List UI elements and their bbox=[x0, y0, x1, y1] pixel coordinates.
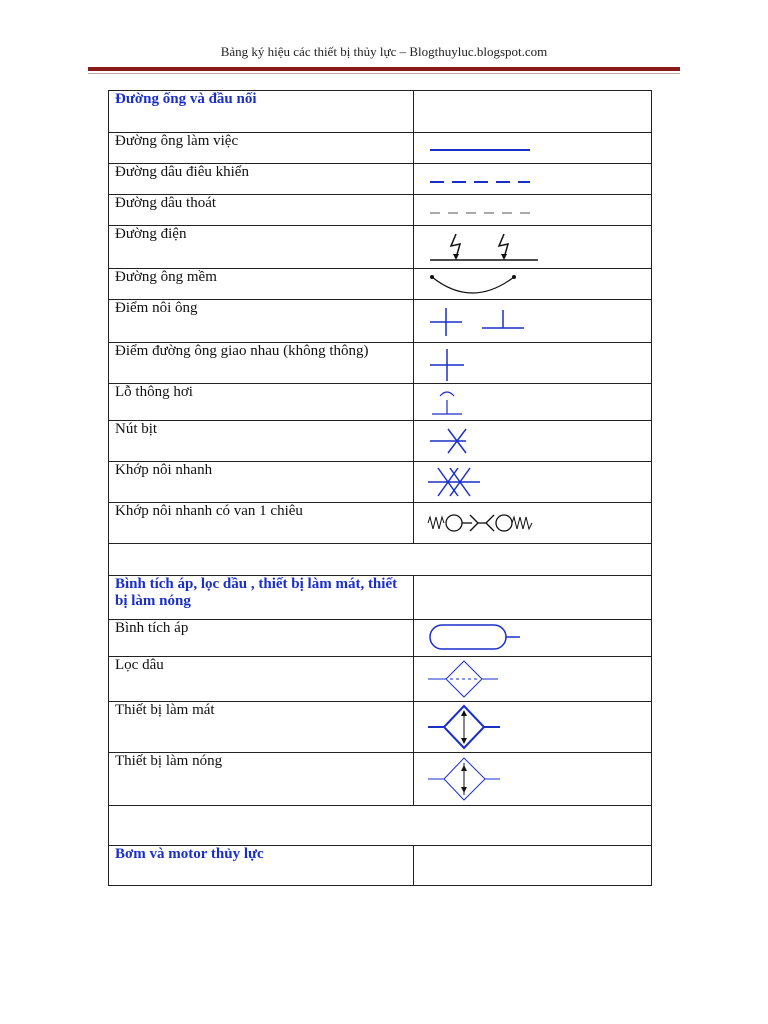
pipe-crossing-icon bbox=[420, 343, 645, 383]
symbol-label: Khớp nôi nhanh có van 1 chiêu bbox=[109, 503, 414, 544]
section-heading: Bình tích áp, lọc dầu , thiết bị làm mát, thiết bị làm nóng bbox=[109, 576, 414, 620]
flexible-hose-icon bbox=[420, 269, 645, 299]
electric-line-icon bbox=[420, 226, 645, 268]
dashed-line-icon bbox=[420, 164, 645, 194]
thin-dashed-line-icon bbox=[420, 195, 645, 225]
table-row bbox=[109, 620, 652, 657]
section-heading: Đường ống và đầu nối bbox=[109, 91, 414, 133]
header-rule bbox=[88, 67, 680, 71]
accumulator-icon bbox=[420, 620, 645, 656]
section-heading-row bbox=[109, 91, 652, 133]
table-row bbox=[109, 269, 652, 300]
heater-icon bbox=[420, 753, 645, 805]
table-row bbox=[109, 195, 652, 226]
section-heading: Bơm và motor thủy lực bbox=[109, 846, 414, 886]
symbol-label: Lọc dâu bbox=[109, 657, 414, 702]
solid-line-icon bbox=[420, 133, 645, 163]
symbol-label: Đường dâu thoát bbox=[109, 195, 414, 226]
symbol-label: Điểm nôi ông bbox=[109, 300, 414, 343]
table-row bbox=[109, 753, 652, 806]
symbol-label: Đường ông mềm bbox=[109, 269, 414, 300]
symbol-label: Bình tích áp bbox=[109, 620, 414, 657]
symbol-label: Đường điện bbox=[109, 226, 414, 269]
table-row bbox=[109, 384, 652, 421]
pipe-junction-icon bbox=[420, 300, 645, 342]
section-heading-row bbox=[109, 576, 652, 620]
table-row bbox=[109, 226, 652, 269]
symbol-label: Lỗ thông hơi bbox=[109, 384, 414, 421]
section-heading-row bbox=[109, 846, 652, 886]
symbol-label: Thiết bị làm mát bbox=[109, 702, 414, 753]
header-rule-thin bbox=[88, 73, 680, 74]
quick-coupling-check-valve-icon bbox=[420, 503, 645, 543]
separator-row bbox=[109, 544, 652, 576]
symbol-label: Khớp nôi nhanh bbox=[109, 462, 414, 503]
table-row bbox=[109, 421, 652, 462]
table-row bbox=[109, 657, 652, 702]
oil-filter-icon bbox=[420, 657, 645, 701]
plug-icon bbox=[420, 421, 645, 461]
table-row bbox=[109, 164, 652, 195]
table-row bbox=[109, 503, 652, 544]
page-header: Bảng ký hiệu các thiết bị thủy lực – Blogthuyluc.blogspot.com bbox=[220, 44, 548, 59]
symbol-label: Điểm đường ông giao nhau (không thông) bbox=[109, 343, 414, 384]
air-vent-icon bbox=[420, 384, 645, 420]
table-row bbox=[109, 133, 652, 164]
table-row bbox=[109, 300, 652, 343]
table-row bbox=[109, 702, 652, 753]
separator-row bbox=[109, 806, 652, 846]
symbol-label: Thiết bị làm nóng bbox=[109, 753, 414, 806]
symbol-label: Đường ông làm việc bbox=[109, 133, 414, 164]
symbol-label: Đường dâu điêu khiển bbox=[109, 164, 414, 195]
symbol-label: Nút bịt bbox=[109, 421, 414, 462]
table-row bbox=[109, 462, 652, 503]
quick-coupling-icon bbox=[420, 462, 645, 502]
cooler-icon bbox=[420, 702, 645, 752]
table-row bbox=[109, 343, 652, 384]
symbol-table bbox=[108, 90, 652, 886]
